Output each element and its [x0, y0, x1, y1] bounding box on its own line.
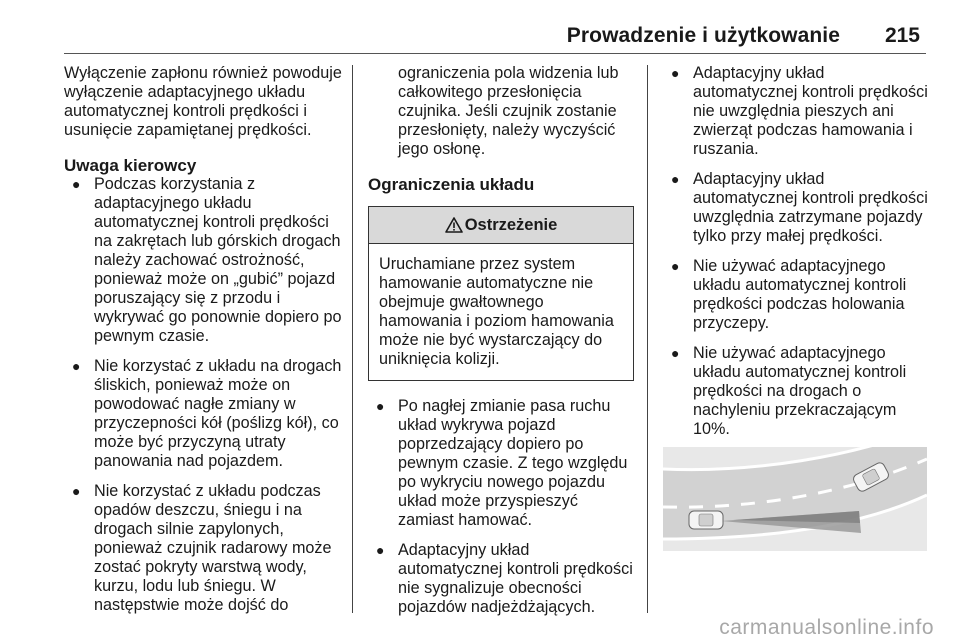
- list-item: ● Podczas korzystania z adaptacyjnego układu automatycznej kontroli prędkości na zakrętach lub górskich drogach należy zachować ostrożność, ponieważ może on „gubić” pojazd poruszający się z przodu i wykrywać go ponownie dopiero po pewnym czasie.: [64, 175, 348, 346]
- page-title: Prowadzenie i użytkowanie: [566, 24, 840, 47]
- column-1: [64, 64, 348, 626]
- header-rule: [64, 53, 926, 54]
- list-item: ● Po nagłej zmianie pasa ruchu układ wykrywa pojazd poprzedzający dopiero po pewnym czasie. Z tego względu po wykryciu nowego pojazdu układ może przyspieszyć zamiast hamować.: [368, 397, 634, 530]
- list-item: ● Nie korzystać z układu podczas opadów deszczu, śniegu i na drogach silnie zapylonych, ponieważ czujnik radarowy może zostać pokryty warstwą wody, kurzu, lodu lub śniegu. W następstwie może dojść do: [64, 482, 348, 615]
- column-2: [368, 64, 634, 628]
- column-3: [663, 64, 929, 474]
- limitations-list-continued: [663, 64, 929, 439]
- list-item: ● Nie używać adaptacyjnego układu automatycznej kontroli prędkości na drogach o nachyleniu przekraczającym 10%.: [663, 344, 929, 439]
- warning-header: [369, 207, 633, 244]
- list-item: ● Nie używać adaptacyjnego układu automatycznej kontroli prędkości podczas holowania przyczepy.: [663, 257, 929, 333]
- column-divider-1: [352, 65, 353, 613]
- list-item: ● Adaptacyjny układ automatycznej kontroli prędkości uwzględnia zatrzymane pojazdy tylko przy małej prędkości.: [663, 170, 929, 246]
- continuation-paragraph: ograniczenia pola widzenia lub całkowitego przesłonięcia czujnika. Jeśli czujnik zostanie przesłonięty, należy wyczyścić jego osłonę.: [398, 64, 619, 158]
- intro-paragraph: Wyłączenie zapłonu również powoduje wyłączenie adaptacyjnego układu automatycznej kontroli prędkości i usunięcie zapamiętanej prędkości.: [64, 64, 342, 139]
- warning-triangle-icon: [445, 217, 463, 233]
- warning-body: Uruchamiane przez system hamowanie automatyczne nie obejmuje gwałtownego hamowania i poziom hamowania może nie być wystarczający do uniknięcia kolizji.: [379, 255, 614, 368]
- watermark: carmanualsonline.info: [719, 616, 934, 639]
- page-number: 215: [884, 24, 920, 47]
- list-item: ● Adaptacyjny układ automatycznej kontroli prędkości nie uwzględnia pieszych ani zwierząt podczas hamowania i ruszania.: [663, 64, 929, 159]
- column-divider-2: [647, 65, 648, 613]
- warning-box: [368, 206, 634, 381]
- list-item: ● Adaptacyjny układ automatycznej kontroli prędkości nie sygnalizuje obecności pojazdów nadjeżdżających.: [368, 541, 634, 617]
- warning-title: Ostrzeżenie: [464, 215, 558, 234]
- list-item: ● Nie korzystać z układu na drogach śliskich, ponieważ może on powodować nagłe zmiany w przyczepności kół (poślizg kół), co może być przyczyną utraty panowania nad pojazdem.: [64, 357, 348, 471]
- section-heading-limitations: Ograniczenia układu: [368, 175, 535, 194]
- section-heading-driver-note: Uwaga kierowcy: [64, 156, 197, 175]
- driver-note-list: [64, 175, 348, 615]
- curve-road-illustration: [663, 447, 927, 551]
- ego-car-icon: [689, 511, 723, 529]
- limitations-list: [368, 397, 634, 617]
